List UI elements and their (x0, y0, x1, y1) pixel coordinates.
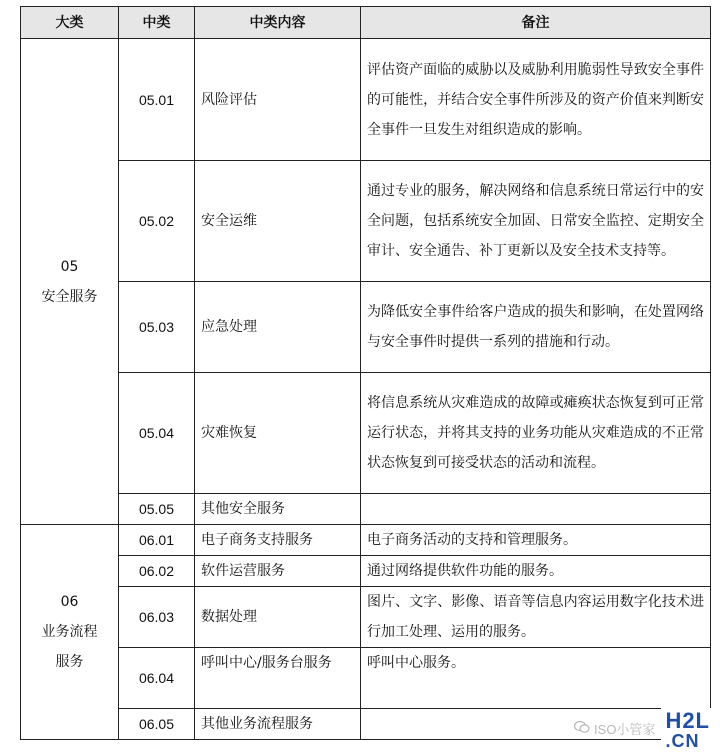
mid-category-note: 呼叫中心服务。 (361, 648, 711, 709)
mid-category-code: 06.01 (119, 525, 195, 556)
header-remarks: 备注 (361, 7, 711, 39)
mid-category-name: 其他业务流程服务 (195, 709, 361, 740)
mid-category-name: 风险评估 (195, 39, 361, 161)
major-category-code: 05 (60, 258, 79, 275)
service-classification-table (20, 6, 711, 740)
mid-category-name: 软件运营服务 (195, 556, 361, 587)
mid-category-code: 06.02 (119, 556, 195, 587)
wechat-channel-name: ISO小管家 (594, 722, 656, 737)
mid-category-name: 安全运维 (195, 161, 361, 282)
mid-category-note: 为降低安全事件给客户造成的损失和影响，在处置网络与安全事件时提供一系列的措施和行动。 (361, 282, 711, 373)
mid-category-name: 灾难恢复 (195, 373, 361, 494)
mid-category-name: 应急处理 (195, 282, 361, 373)
logo-top-text: H2L (665, 708, 710, 733)
h2l-logo (661, 708, 714, 752)
mid-category-note: 将信息系统从灾难造成的故障或瘫痪状态恢复到可正常运行状态，并将其支持的业务功能从灾难造成的不正常状态恢复到可接受状态的活动和流程。 (361, 373, 711, 494)
mid-category-note (361, 494, 711, 525)
mid-category-note: 评估资产面临的威胁以及威胁利用脆弱性导致安全事件的可能性，并结合安全事件所涉及的资产价值来判断安全事件一旦发生对组织造成的影响。 (361, 39, 711, 161)
mid-category-note: 通过网络提供软件功能的服务。 (361, 556, 711, 587)
mid-category-name: 电子商务支持服务 (195, 525, 361, 556)
mid-category-name: 呼叫中心/服务台服务 (195, 648, 361, 709)
mid-category-code: 05.03 (119, 282, 195, 373)
mid-category-note: 图片、文字、影像、语音等信息内容运用数字化技术进行加工处理、运用的服务。 (361, 587, 711, 648)
major-category-name: 安全服务 (41, 288, 98, 305)
table-row (21, 525, 711, 556)
table-row (21, 556, 711, 587)
major-category-05 (21, 39, 119, 525)
mid-category-code: 05.01 (119, 39, 195, 161)
mid-category-code: 06.05 (119, 709, 195, 740)
major-category-06 (21, 525, 119, 740)
table-row (21, 161, 711, 282)
table-row (21, 282, 711, 373)
logo-bottom-text: .CN (665, 731, 700, 751)
header-major-category: 大类 (21, 7, 119, 39)
wechat-channel (574, 719, 655, 738)
mid-category-name: 数据处理 (195, 587, 361, 648)
watermark (574, 708, 714, 752)
table-row (21, 494, 711, 525)
wechat-icon (574, 720, 590, 734)
table-row (21, 587, 711, 648)
mid-category-code: 06.03 (119, 587, 195, 648)
table-row (21, 39, 711, 161)
header-mid-category: 中类 (119, 7, 195, 39)
mid-category-code: 06.04 (119, 648, 195, 709)
mid-category-note: 通过专业的服务，解决网络和信息系统日常运行中的安全问题，包括系统安全加固、日常安全监控、定期安全审计、安全通告、补丁更新以及安全技术支持等。 (361, 161, 711, 282)
mid-category-code: 05.04 (119, 373, 195, 494)
major-category-name: 业务流程服务 (41, 624, 98, 670)
mid-category-name: 其他安全服务 (195, 494, 361, 525)
major-category-code: 06 (60, 594, 79, 610)
table-row (21, 648, 711, 709)
mid-category-code: 05.02 (119, 161, 195, 282)
table-header-row (21, 7, 711, 39)
header-mid-content: 中类内容 (195, 7, 361, 39)
table-row (21, 373, 711, 494)
mid-category-note: 电子商务活动的支持和管理服务。 (361, 525, 711, 556)
mid-category-code: 05.05 (119, 494, 195, 525)
